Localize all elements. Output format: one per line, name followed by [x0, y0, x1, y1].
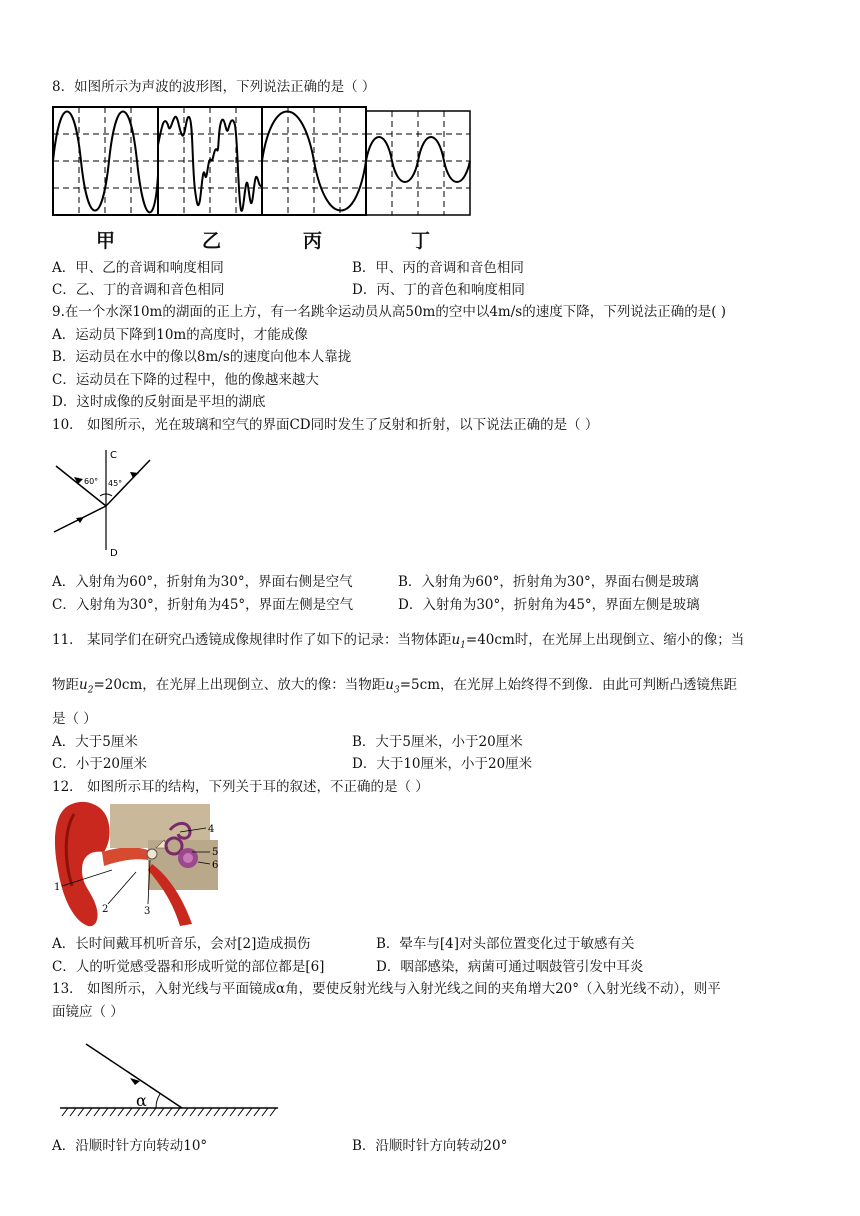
label-angle-45: 45°: [108, 479, 123, 488]
wave-label-ding: 丁: [411, 230, 431, 252]
u2-variable: $u_2$: [79, 677, 94, 696]
wave-panel-ding: [366, 111, 470, 215]
q13-mirror-figure: [56, 1040, 282, 1118]
q12-stem: 12． 如图所示耳的结构，下列关于耳的叙述，不正确的是（ ）: [52, 779, 429, 795]
q12-option-d[interactable]: D．咽部感染，病菌可通过咽鼓管引发中耳炎: [376, 959, 644, 975]
q12-option-b[interactable]: B．晕车与[4]对头部位置变化过于敏感有关: [376, 936, 635, 952]
q9-option-c[interactable]: C．运动员在下降的过程中，他的像越来越大: [52, 372, 319, 388]
label-d: D: [110, 548, 118, 558]
q9-stem: 9.在一个水深10m的湖面的正上方，有一名跳伞运动员从高50m的空中以4m/s的速度下降，下列说法正确的是( ): [52, 304, 727, 320]
q13-option-a[interactable]: A．沿顺时针方向转动10°: [52, 1138, 208, 1154]
q12-option-c[interactable]: C．人的听觉感受器和形成听觉的部位都是[6]: [52, 959, 325, 975]
wave-panel-jia: [53, 107, 158, 215]
q10-option-b[interactable]: B．入射角为60°，折射角为30°，界面右侧是玻璃: [398, 574, 699, 590]
q11-option-d[interactable]: D．大于10厘米，小于20厘米: [352, 756, 533, 772]
label-c: C: [110, 450, 117, 461]
q13-option-b[interactable]: B．沿顺时针方向转动20°: [352, 1138, 508, 1154]
q8-option-c[interactable]: C．乙、丁的音调和音色相同: [52, 282, 225, 298]
q12-ear-figure: [52, 800, 222, 928]
q11-option-c[interactable]: C．小于20厘米: [52, 756, 148, 772]
q10-refraction-figure: [50, 446, 160, 558]
ear-label-5: 5: [212, 847, 219, 858]
ear-label-2: 2: [102, 904, 109, 915]
q8-stem: 8．如图所示为声波的波形图，下列说法正确的是（ ）: [52, 79, 376, 95]
q12-option-a[interactable]: A．长时间戴耳机听音乐，会对[2]造成损伤: [52, 936, 311, 952]
ear-label-3: 3: [144, 906, 151, 917]
q8-option-b[interactable]: B．甲、丙的音调和音色相同: [352, 260, 524, 276]
q11-option-b[interactable]: B．大于5厘米，小于20厘米: [352, 734, 523, 750]
u3-variable: $u_3$: [385, 677, 400, 696]
ear-label-4: 4: [208, 824, 215, 835]
q10-option-c[interactable]: C．入射角为30°，折射角为45°，界面左侧是空气: [52, 597, 354, 613]
alpha-label: α: [136, 1091, 147, 1110]
q10-stem: 10． 如图所示，光在玻璃和空气的界面CD同时发生了反射和折射，以下说法正确的是（ ）: [52, 417, 599, 433]
q9-option-b[interactable]: B．运动员在水中的像以8m/s的速度向他本人靠拢: [52, 349, 352, 365]
q8-option-d[interactable]: D．丙、丁的音色和响度相同: [352, 282, 525, 298]
q11-stem-line3: 是（ ）: [52, 711, 97, 727]
q13-stem-line2: 面镜应（ ）: [52, 1004, 124, 1020]
q9-option-a[interactable]: A．运动员下降到10m的高度时，才能成像: [52, 327, 308, 343]
ear-label-1: 1: [54, 882, 61, 893]
q13-stem-line1: 13． 如图所示，入射光线与平面镜成α角，要使反射光线与入射光线之间的夹角增大20°（入射光线不动），则平: [52, 981, 721, 997]
q9-option-d[interactable]: D．这时成像的反射面是平坦的湖底: [52, 394, 266, 410]
q11-option-a[interactable]: A．大于5厘米: [52, 734, 138, 750]
wave-label-yi: 乙: [202, 230, 222, 252]
wave-label-bing: 丙: [303, 230, 323, 252]
q10-option-a[interactable]: A．入射角为60°，折射角为30°，界面右侧是空气: [52, 574, 353, 590]
ear-label-6: 6: [212, 860, 219, 871]
wave-panel-yi: [158, 107, 262, 215]
q10-option-d[interactable]: D．入射角为30°，折射角为45°，界面左侧是玻璃: [398, 597, 700, 613]
label-angle-60: 60°: [84, 477, 99, 486]
q11-stem-line2: 物距$u_2=20cm$，在光屏上出现倒立、放大的像：当物距$u_3=5cm$，在光屏上始终得不到像．由此可判断凸透镜焦距: [52, 677, 737, 696]
q11-stem-line1: 11． 某同学们在研究凸透镜成像规律时作了如下的记录：当物体距$u_1=40cm$时，在光屏上出现倒立、缩小的像；当: [52, 632, 745, 651]
q8-waveform-figure: [52, 105, 472, 217]
u1-variable: $u_1$: [451, 632, 466, 651]
wave-panel-bing: [262, 107, 366, 215]
wave-label-jia: 甲: [96, 230, 116, 252]
q8-option-a[interactable]: A．甲、乙的音调和响度相同: [52, 260, 224, 276]
